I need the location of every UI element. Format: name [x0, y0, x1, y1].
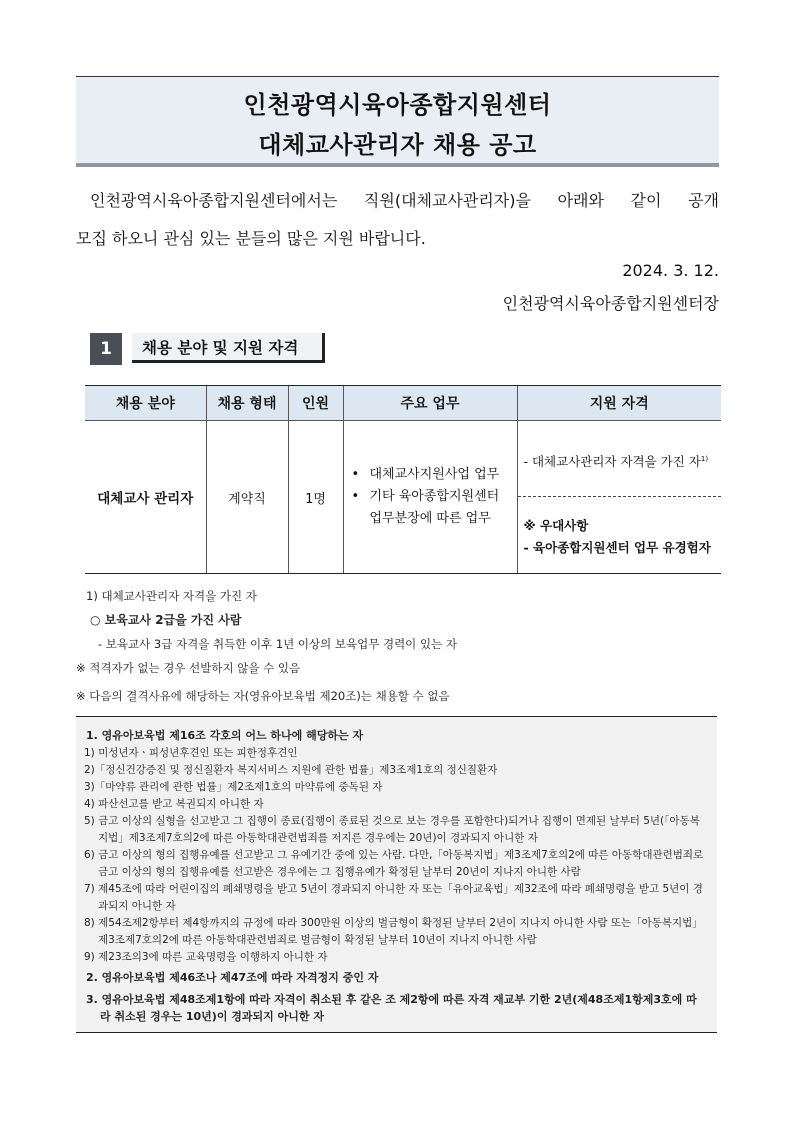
cell-count: 1명 [288, 421, 343, 574]
footnote-1: 1) 대체교사관리자 자격을 가진 자 [86, 589, 257, 603]
section-number: 1 [90, 333, 122, 365]
disq-item: 3)「마약류 관리에 관한 법률」제2조제1호의 마약류에 중독된 자 [84, 781, 383, 793]
header-field: 채용 분야 [85, 386, 206, 421]
disq-item: 4) 파산선고를 받고 복권되지 아니한 자 [84, 798, 264, 810]
footnote-grade3: - 보육교사 3급 자격을 취득한 이후 1년 이상의 보육업무 경력이 있는 자 [98, 637, 457, 651]
duty-item [352, 486, 511, 530]
disq-item: 5) 금고 이상의 실형을 선고받고 그 집행이 종료(집행이 종료된 것으로 보는 경우를 포함한다)되거나 집행이 면제된 날부터 5년(「아동복지법」제3조제7호의2에 따른 아동학대관련범죄를 저지른 경우에는 20년)이 경과되지 아니한 자 [84, 815, 700, 844]
header-qualification: 지원 자격 [517, 386, 721, 421]
cell-type: 계약직 [206, 421, 288, 574]
disq-item: 7) 제45조에 따라 어린이집의 폐쇄명령을 받고 5년이 경과되지 아니한 자 또는「유아교육법」제32조에 따라 폐쇄명령을 받고 5년이 경과되지 아니한 자 [84, 883, 703, 912]
header-type: 채용 형태 [206, 386, 288, 421]
footnote-grade2: ○ 보육교사 2급을 가진 사람 [90, 613, 242, 627]
title-line-2: 대체교사관리자 채용 공고 [258, 131, 537, 159]
disqualification-box [76, 716, 717, 1033]
cell-qualification [517, 421, 721, 574]
cell-field: 대체교사 관리자 [85, 421, 206, 574]
table-header-row [85, 386, 721, 421]
disq-heading-1: 1. 영유아보육법 제16조 각호의 어느 하나에 해당하는 자 [86, 729, 364, 742]
preference-block [518, 497, 722, 573]
preference-title: ※ 우대사항 [523, 518, 589, 533]
bullet: • [351, 489, 360, 504]
table-row [85, 421, 721, 574]
qualification-requirement [518, 421, 722, 497]
preference-item: - 육아종합지원센터 업무 유경험자 [523, 540, 711, 555]
header-duties: 주요 업무 [343, 386, 517, 421]
intro-line-1: 인천광역시육아종합지원센터에서는 직원(대체교사관리자)을 아래와 같이 공개 [90, 191, 719, 210]
cell-duties [343, 421, 517, 574]
announcement-date: 2024. 3. 12. [622, 261, 719, 280]
disq-item: 6) 금고 이상의 형의 집행유예를 선고받고 그 유예기간 중에 있는 사람. 다만,「아동복지법」제3조제7호의2에 따른 아동학대관련범죄로 금고 이상의 형의 집행유예를 선고받은 경우에는 그 집행유예가 확정된 날부터 20년이 지나지 아니한 사람 [84, 849, 704, 878]
disq-item: 1) 미성년자ㆍ피성년후견인 또는 피한정후견인 [84, 747, 298, 759]
qualification-text: - 대체교사관리자 자격을 가진 자 [523, 454, 701, 470]
agency-name: 인천광역시육아종합지원센터장 [502, 294, 719, 313]
bullet: • [351, 467, 360, 482]
disq-item: 9) 제23조의3에 따른 교육명령을 이행하지 아니한 자 [84, 951, 328, 963]
section-title: 채용 분야 및 지원 자격 [132, 333, 325, 363]
disq-item: 2)「정신건강증진 및 정신질환자 복지서비스 지원에 관한 법률」제3조제1호의 정신질환자 [84, 764, 498, 776]
recruitment-table [85, 385, 721, 574]
note-no-qualified: ※ 적격자가 없는 경우 선발하지 않을 수 있음 [76, 661, 301, 675]
title-line-1: 인천광역시육아종합지원센터 [243, 91, 552, 119]
disq-item: 8) 제54조제2항부터 제4항까지의 규정에 따라 300만원 이상의 벌금형이 확정된 날부터 2년이 지나지 아니한 사람 또는「아동복지법」제3조제7호의2에 따른 아동학대관련범죄로 벌금형이 확정된 날부터 10년이 지나지 아니한 사람 [84, 917, 703, 946]
footnote-ref: 1) [700, 455, 709, 463]
disq-heading-2: 2. 영유아보육법 제46조나 제47조에 따라 자격정지 중인 자 [86, 971, 379, 984]
duty-item [352, 464, 511, 486]
title-box [76, 76, 719, 167]
duty-text: 대체교사지원사업 업무 [369, 467, 500, 482]
intro-line-2: 모집 하오니 관심 있는 분들의 많은 지원 바랍니다. [76, 229, 426, 248]
note-disqualification: ※ 다음의 결격사유에 해당하는 자(영유아보육법 제20조)는 채용할 수 없음 [76, 689, 450, 703]
disq-heading-3: 3. 영유아보육법 제48조제1항에 따라 자격이 취소된 후 같은 조 제2항에 따른 자격 재교부 기한 2년(제48조제1항제3호에 따라 취소된 경우는 10년)이 경과되지 아니한 자 [86, 993, 697, 1023]
duty-text: 기타 육아종합지원센터 업무분장에 따른 업무 [369, 489, 500, 526]
header-count: 인원 [288, 386, 343, 421]
